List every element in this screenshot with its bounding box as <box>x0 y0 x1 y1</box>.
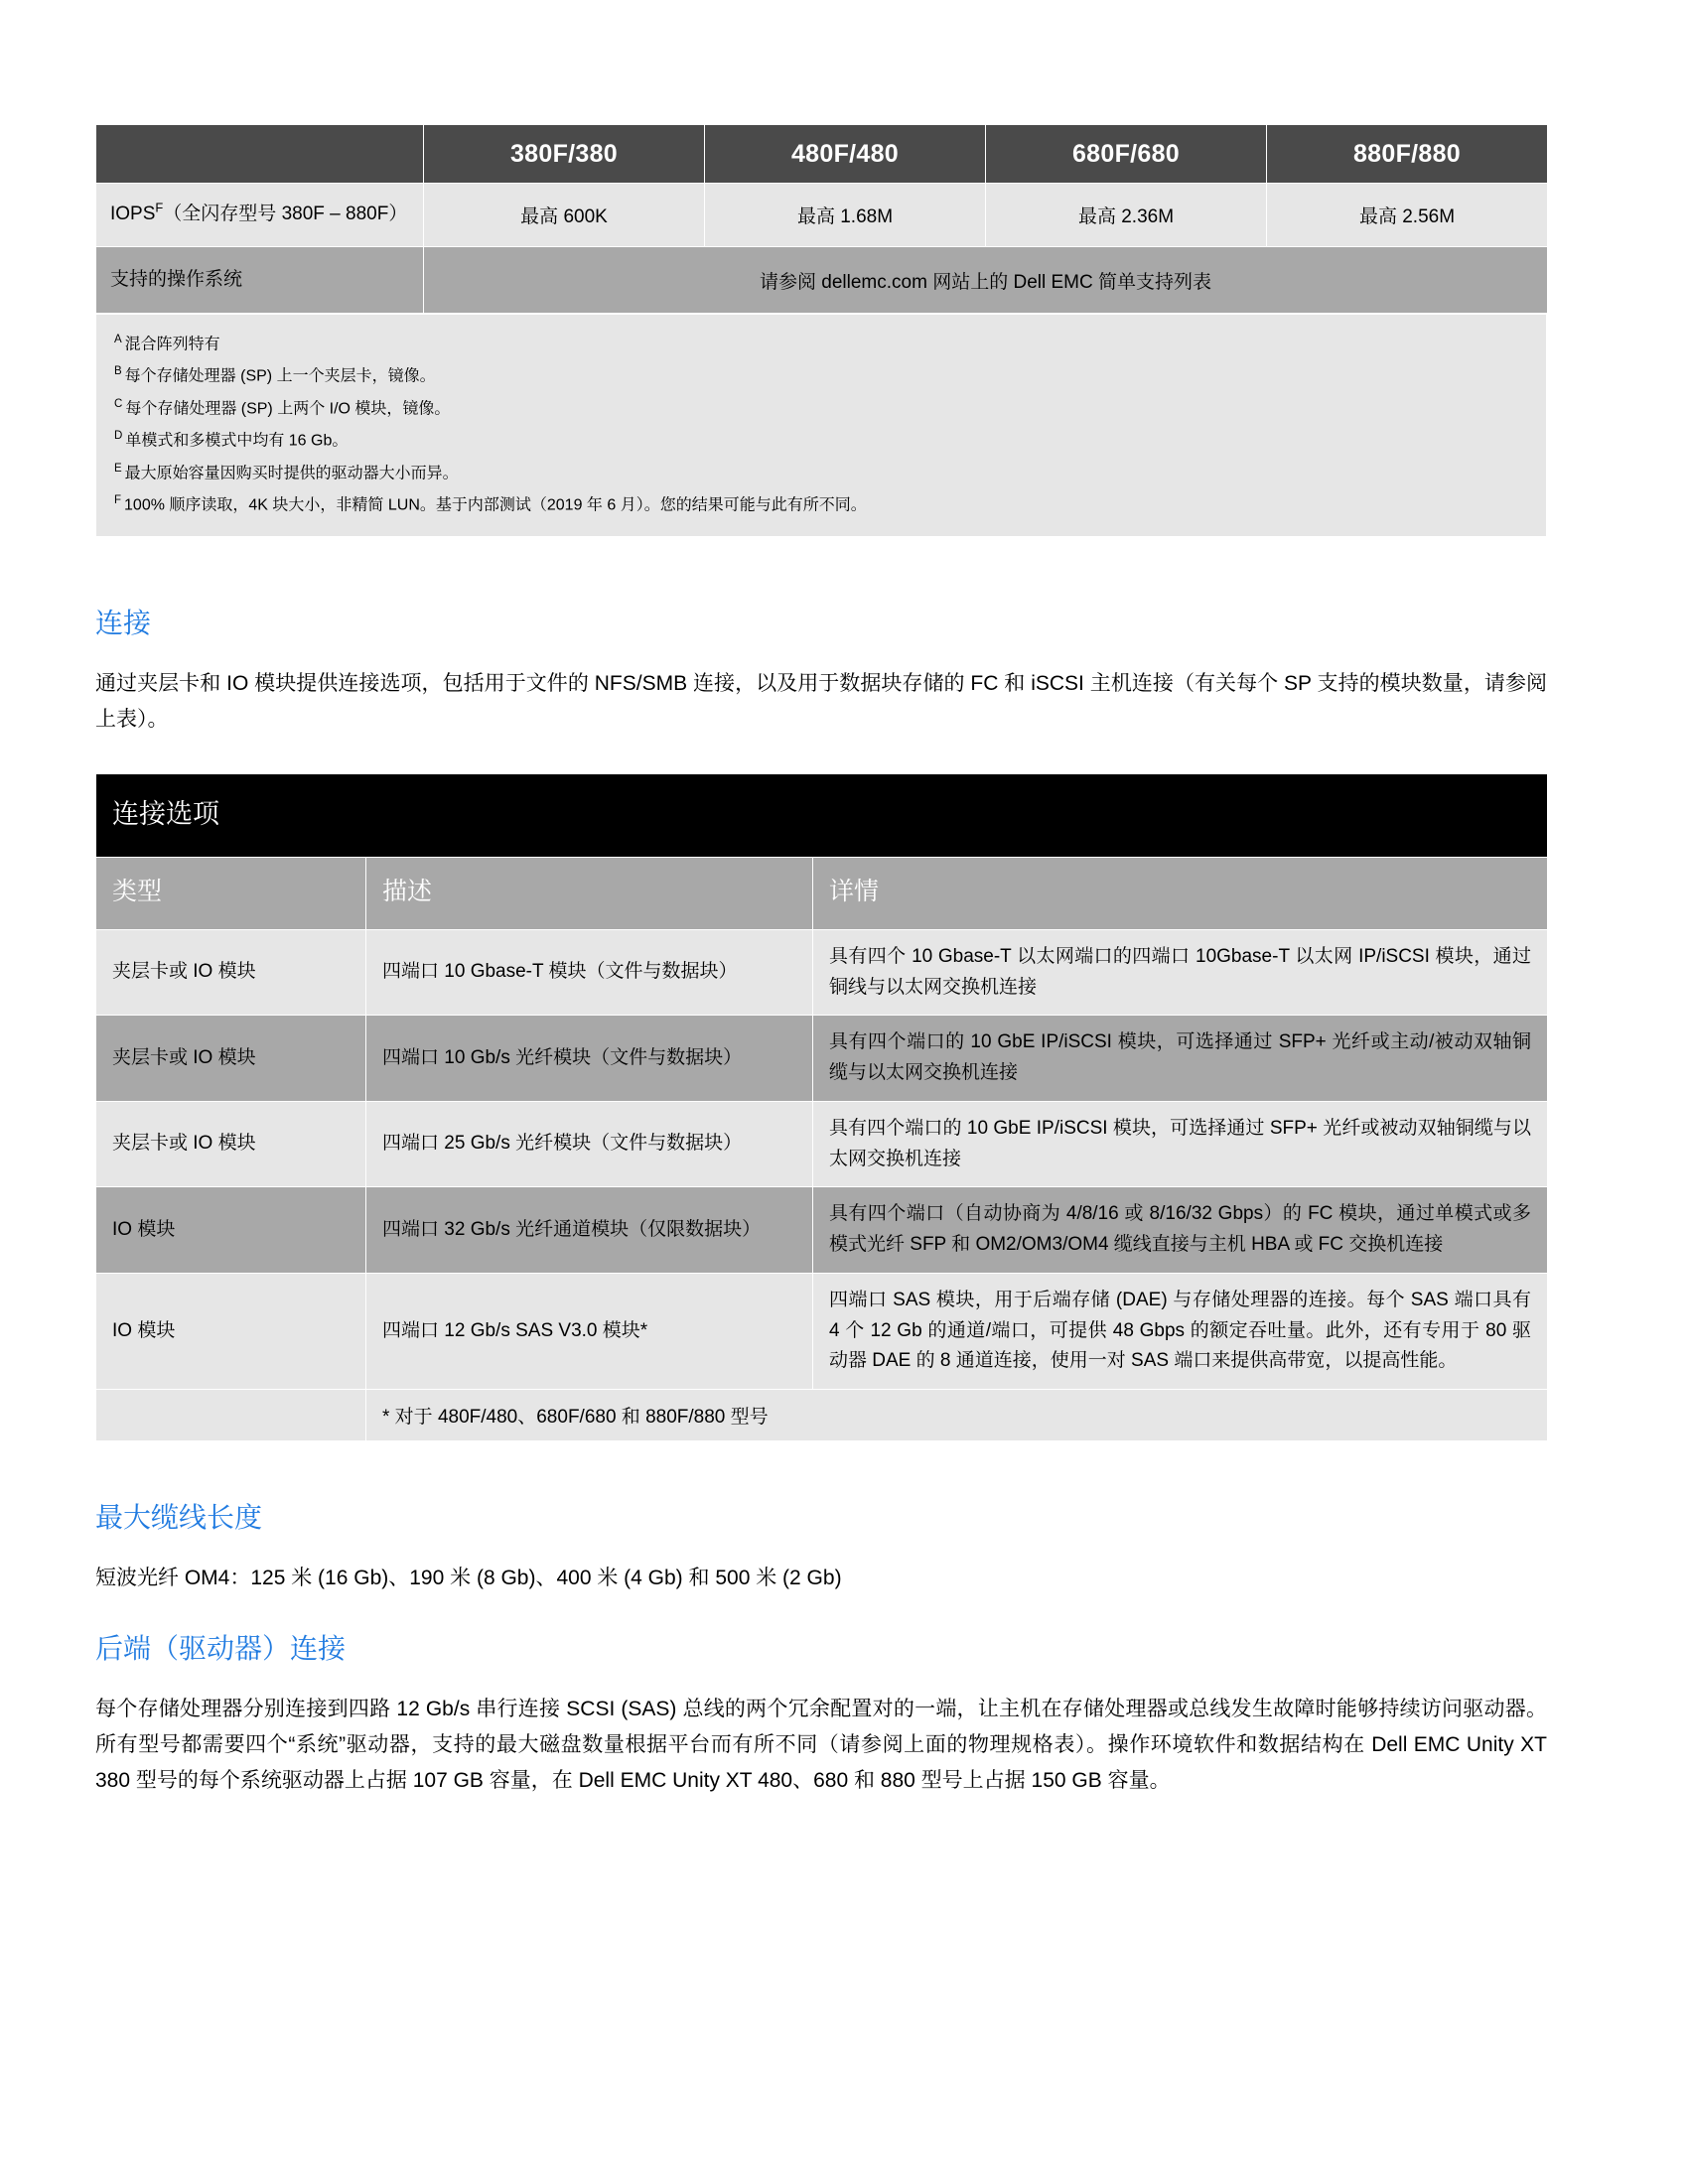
spec-footnotes <box>95 314 1547 537</box>
iops-label-prefix: IOPS <box>110 204 156 224</box>
conn-row-0-details: 具有四个 10 Gbase-T 以太网端口的四端口 10Gbase-T 以太网 IP/iSCSI 模块，通过铜线与以太网交换机连接 <box>813 929 1548 1016</box>
conn-row-1-type: 夹层卡或 IO 模块 <box>96 1016 366 1102</box>
specifications-table <box>95 124 1548 314</box>
footnote-d-text: 单模式和多模式中均有 16 Gb。 <box>125 432 349 450</box>
cable-length-heading: 最大缆线长度 <box>95 1502 263 1534</box>
spec-header-380: 380F/380 <box>424 125 705 184</box>
conn-row-3-details: 具有四个端口（自动协商为 4/8/16 或 8/16/32 Gbps）的 FC 模块，通过单模式或多模式光纤 SFP 和 OM2/OM3/OM4 缆线直接与主机 HBA 或 FC 交换机连接 <box>813 1187 1548 1274</box>
conn-row-0-type: 夹层卡或 IO 模块 <box>96 929 366 1016</box>
conn-row-1-details: 具有四个端口的 10 GbE IP/iSCSI 模块，可选择通过 SFP+ 光纤或主动/被动双轴铜缆与以太网交换机连接 <box>813 1016 1548 1102</box>
conn-header-row <box>96 857 1548 929</box>
spec-row-label-os: 支持的操作系统 <box>96 247 424 313</box>
table-row <box>96 1187 1548 1274</box>
connectivity-options-table <box>95 773 1548 1441</box>
footnote-b-text: 每个存储处理器 (SP) 上一个夹层卡，镜像。 <box>124 367 436 385</box>
footnote-b-mark: B <box>114 365 122 378</box>
conn-header-type: 类型 <box>96 857 366 929</box>
spec-value-iops-880: 最高 2.56M <box>1267 184 1548 247</box>
spec-value-iops-380: 最高 600K <box>424 184 705 247</box>
conn-row-2-description: 四端口 25 Gb/s 光纤模块（文件与数据块） <box>366 1101 813 1187</box>
conn-header-details: 详情 <box>813 857 1548 929</box>
cable-length-paragraph: 短波光纤 OM4：125 米 (16 Gb)、190 米 (8 Gb)、400 米 (4 Gb) 和 500 米 (2 Gb) <box>95 1566 842 1589</box>
footnote-d-mark: D <box>114 430 123 443</box>
spec-row-supported-os <box>96 247 1548 313</box>
conn-row-0-description: 四端口 10 Gbase-T 模块（文件与数据块） <box>366 929 813 1016</box>
conn-footnote-blank <box>96 1390 366 1441</box>
conn-row-4-details: 四端口 SAS 模块，用于后端存储 (DAE) 与存储处理器的连接。每个 SAS 端口具有 4 个 12 Gb 的通道/端口，可提供 48 Gbps 的额定吞吐量。此外，还有专用于 80 驱动器 DAE 的 8 通道连接，使用一对 SAS 端口来提供高带宽，以提高性能。 <box>813 1273 1548 1389</box>
iops-label-suffix: （全闪存型号 380F – 880F） <box>163 204 408 224</box>
conn-title-row <box>96 773 1548 857</box>
footnote-c <box>114 392 1528 425</box>
connectivity-paragraph: 通过夹层卡和 IO 模块提供连接选项，包括用于文件的 NFS/SMB 连接，以及用于数据块存储的 FC 和 iSCSI 主机连接（有关每个 SP 支持的模块数量，请参阅上表）。 <box>95 671 1547 731</box>
conn-row-2-details: 具有四个端口的 10 GbE IP/iSCSI 模块，可选择通过 SFP+ 光纤或被动双轴铜缆与以太网交换机连接 <box>813 1101 1548 1187</box>
spec-header-blank <box>96 125 424 184</box>
backend-connectivity-paragraph: 每个存储处理器分别连接到四路 12 Gb/s 串行连接 SCSI (SAS) 总线的两个冗余配置对的一端，让主机在存储处理器或总线发生故障时能够持续访问驱动器。所有型号都需要四个“系统”驱动器，支持的最大磁盘数量根据平台而有所不同（请参阅上面的物理规格表）。操作环境软件和数据结构在 Dell EMC Unity XT 380 型号的每个系统驱动器上占据 107 GB 容量，在 Dell EMC Unity XT 480、680 和 880 型号上占据 150 GB 容量。 <box>95 1697 1547 1792</box>
spec-header-880: 880F/880 <box>1267 125 1548 184</box>
footnote-b <box>114 359 1528 392</box>
conn-table-title: 连接选项 <box>96 773 1548 857</box>
spec-table-header-row <box>96 125 1548 184</box>
connectivity-heading: 连接 <box>95 607 152 638</box>
spec-value-iops-480: 最高 1.68M <box>705 184 986 247</box>
conn-row-1-description: 四端口 10 Gb/s 光纤模块（文件与数据块） <box>366 1016 813 1102</box>
footnote-e <box>114 457 1528 489</box>
footnote-a-text: 混合阵列特有 <box>124 336 220 353</box>
table-row <box>96 1101 1548 1187</box>
footnote-a <box>114 328 1528 360</box>
footnote-f-text: 100% 顺序读取，4K 块大小，非精简 LUN。基于内部测试（2019 年 6 月）。您的结果可能与此有所不同。 <box>124 496 867 514</box>
conn-table-footnote: * 对于 480F/480、680F/680 和 880F/880 型号 <box>366 1390 1548 1441</box>
footnote-e-text: 最大原始容量因购买时提供的驱动器大小而异。 <box>124 465 459 482</box>
footnote-e-mark: E <box>114 462 122 475</box>
iops-footnote-mark: F <box>155 200 164 215</box>
footnote-c-mark: C <box>114 397 123 410</box>
table-row <box>96 1273 1548 1389</box>
backend-connectivity-heading: 后端（驱动器）连接 <box>95 1632 347 1664</box>
conn-row-4-description: 四端口 12 Gb/s SAS V3.0 模块* <box>366 1273 813 1389</box>
page-content <box>95 124 1547 1799</box>
footnote-d <box>114 424 1528 457</box>
spec-header-680: 680F/680 <box>986 125 1267 184</box>
footnote-f <box>114 488 1528 521</box>
footnote-c-text: 每个存储处理器 (SP) 上两个 I/O 模块，镜像。 <box>125 400 451 418</box>
table-row <box>96 1016 1548 1102</box>
conn-row-3-type: IO 模块 <box>96 1187 366 1274</box>
footnote-f-mark: F <box>114 494 122 507</box>
table-row <box>96 929 1548 1016</box>
conn-row-3-description: 四端口 32 Gb/s 光纤通道模块（仅限数据块） <box>366 1187 813 1274</box>
spec-value-os: 请参阅 dellemc.com 网站上的 Dell EMC 简单支持列表 <box>424 247 1548 313</box>
conn-row-4-type: IO 模块 <box>96 1273 366 1389</box>
conn-row-2-type: 夹层卡或 IO 模块 <box>96 1101 366 1187</box>
conn-header-description: 描述 <box>366 857 813 929</box>
spec-row-iops <box>96 184 1548 247</box>
conn-footnote-row <box>96 1390 1548 1441</box>
spec-header-480: 480F/480 <box>705 125 986 184</box>
spec-value-iops-680: 最高 2.36M <box>986 184 1267 247</box>
footnote-a-mark: A <box>114 333 122 345</box>
spec-row-label-iops <box>96 184 424 247</box>
